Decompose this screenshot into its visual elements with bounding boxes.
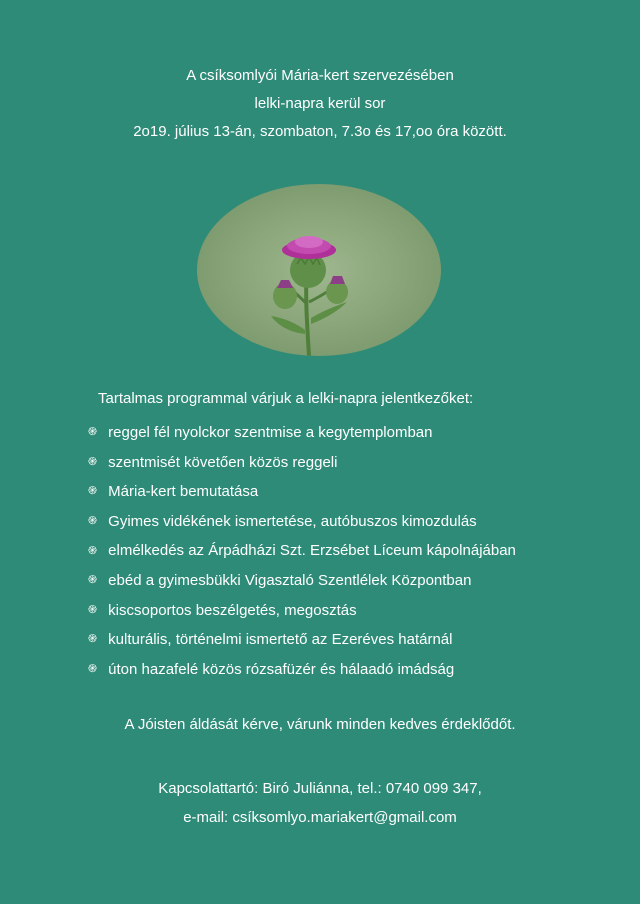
flower-bullet-icon: ֍ <box>88 633 97 646</box>
list-item: ֍ szentmisét követően közös reggeli <box>88 448 516 478</box>
list-item: ֍ úton hazafelé közös rózsafüzér és hálaadó imádság <box>88 655 516 685</box>
flower-bullet-icon: ֍ <box>88 574 97 587</box>
program-list <box>88 418 516 684</box>
program-intro: Tartalmas programmal várjuk a lelki-napra jelentkezőket: <box>98 390 474 407</box>
flower-bullet-icon: ֍ <box>88 515 97 528</box>
closing-blessing: A Jóisten áldását kérve, várunk minden kedves érdeklődőt. <box>124 716 516 733</box>
flower-bullet-icon: ֍ <box>88 603 97 616</box>
list-item: ֍ kulturális, történelmi ismertető az Ezeréves határnál <box>88 625 516 655</box>
list-item: ֍ Mária-kert bemutatása <box>88 477 516 507</box>
list-item: ֍ kiscsoportos beszélgetés, megosztás <box>88 596 516 626</box>
flower-bullet-icon: ֍ <box>88 455 97 468</box>
contact-email: e-mail: csíksomlyo.mariakert@gmail.com <box>183 809 457 826</box>
contact-info <box>0 774 640 832</box>
list-item: ֍ elmélkedés az Árpádházi Szt. Erzsébet Líceum kápolnájában <box>88 536 516 566</box>
flower-bullet-icon: ֍ <box>88 544 97 557</box>
flower-bullet-icon: ֍ <box>88 426 97 439</box>
list-item: ֍ reggel fél nyolckor szentmise a kegytemplomban <box>88 418 516 448</box>
flower-bullet-icon: ֍ <box>88 485 97 498</box>
list-item: ֍ Gyimes vidékének ismertetése, autóbuszos kimozdulás <box>88 507 516 537</box>
thistle-photo <box>197 184 441 356</box>
flower-bullet-icon: ֍ <box>88 662 97 675</box>
contact-person: Kapcsolattartó: Biró Juliánna, tel.: 0740 099 347, <box>158 780 482 797</box>
header-line-organizer: A csíksomlyói Mária-kert szervezésében <box>186 67 454 84</box>
header <box>0 62 640 146</box>
thistle-icon <box>197 184 441 356</box>
header-line-date: 2o19. július 13-án, szombaton, 7.3o és 17,oo óra között. <box>133 123 507 140</box>
list-item: ֍ ebéd a gyimesbükki Vigasztaló Szentlélek Központban <box>88 566 516 596</box>
header-line-event: lelki-napra kerül sor <box>254 95 386 112</box>
